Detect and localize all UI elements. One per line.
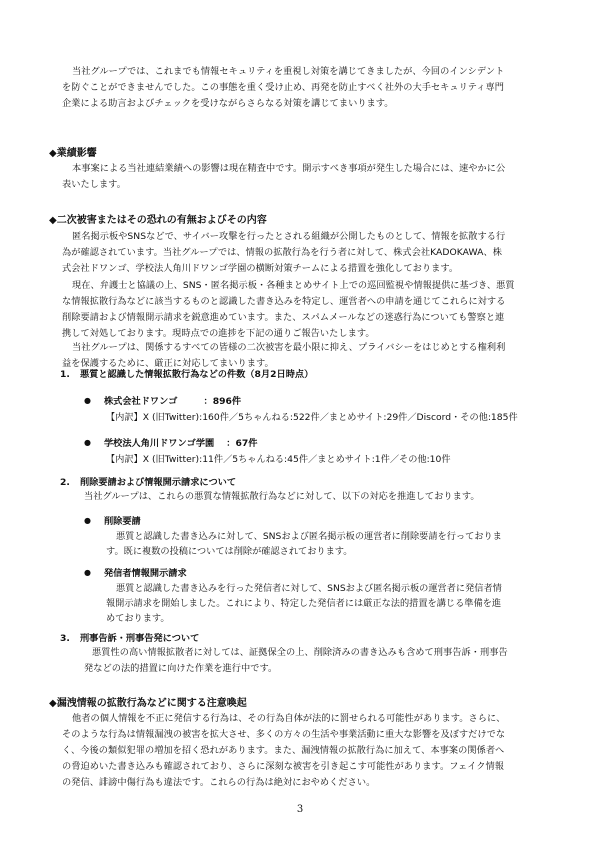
action-detail-deletion: 悪質と認識した書き込みに対して、SNSおよび匿名掲示板の運営者に削除要請を行っておりま す。既に複数の投稿については削除が確認されております。 — [106, 531, 502, 557]
section-heading-impact: ◆業績影響 — [49, 148, 97, 159]
item3-paragraph: 悪質性の高い情報拡散者に対しては、証拠保全の上、削除済みの書き込みも含めて刑事告訴・刑事告 発などの法的措置に向けた作業を進行中です。 — [84, 647, 508, 674]
item-heading-3: 3. 刑事告訴・刑事告発について — [60, 633, 200, 644]
count-detail-dwango: 【内訳】X (旧Twitter):160件／5ちゃんねる:522件／まとめサイト:29件／Discord・その他:185件 — [106, 412, 518, 423]
warning-paragraph: 他者の個人情報を不正に発信する行為は、その行為自体が法的に罰せられる可能性があります。さらに、 そのような行為は情報漏洩の被害を拡大させ、多くの方々の生活や事業活動に重大な影響を及ぼすだけでな く、今後の類似犯罪の増加を招く恐れがあります。また、漏洩情報の拡散行為に加えて、本事案の関係者へ の脅迫めいた書き込みも確認されており、さらに深刻な被害を引き起こす可能性があります。フェイク情報 の発信、誹謗中傷行為も違法です。これらの行為は絶対におやめください。 — [62, 713, 506, 788]
item2-paragraph: 当社グループは、これらの悪質な情報拡散行為などに対して、以下の対応を推進しております。 — [84, 491, 480, 502]
count-entry-gakuen: ● 学校法人角川ドワンゴ学園 ：67件 — [84, 438, 258, 449]
item-heading-1: 1. 悪質と認識した情報拡散行為などの件数（8月2日時点） — [60, 369, 314, 380]
bullet-icon: ● — [84, 516, 91, 525]
secondary-paragraph-1: 匿名掲示板やSNSなどで、サイバー攻撃を行ったとされる組織が公開したものとして、情報を拡散する行 為が確認されています。当社グループでは、情報の拡散行為を行う者に対して、株式会社KADOKAWA、株 式会社ドワンゴ、学校法人角川ドワンゴ学園の横断対策チームによる措置を強化しております。 — [62, 231, 506, 274]
intro-paragraph: 当社グループでは、これまでも情報セキュリティを重視し対策を講じてきましたが、今回のインシデント を防ぐことができませんでした。この事態を重く受け止め、再発を防止すべく社外の大手セキュリティ専門 企業による助言およびチェックを受けながらさらなる対策を講じてまいります。 — [62, 66, 505, 109]
impact-paragraph: 本事案による当社連結業績への影響は現在精査中です。開示すべき事項が発生した場合には、速やかに公 表いたします。 — [62, 163, 506, 190]
action-detail-disclosure: 悪質と認識した書き込みを行った発信者に対して、SNSおよび匿名掲示板の運営者に発信者情 報開示請求を開始しました。これにより、特定した発信者には厳正な法的措置を講じる準備を進 めております。 — [106, 583, 502, 624]
action-entry-deletion: ● 削除要請 — [84, 516, 141, 527]
count-detail-gakuen: 【内訳】X (旧Twitter):11件／5ちゃんねる:45件／まとめサイト:1件／その他:10件 — [106, 454, 451, 465]
section-heading-warning: ◆漏洩情報の拡散行為などに関する注意喚起 — [49, 698, 247, 709]
secondary-paragraph-2: 現在、弁護士と協議の上、SNS・匿名掲示板・各種まとめサイト上での巡回監視や情報提供に基づき、悪質 な情報拡散行為などに該当するものと認識した書き込みを特定し、運営者への申請を通じてこれらに対する 削除要請および情報開示請求を鋭意進めています。また、スパムメールなどの迷惑行為についても警察と連 携して対処しております。現時点での進捗を下記の通りご報告いたします。 — [62, 280, 515, 339]
item-heading-2: 2. 削除要請および情報開示請求について — [60, 477, 237, 488]
bullet-icon: ● — [84, 568, 91, 577]
section-heading-secondary: ◆二次被害またはその恐れの有無およびその内容 — [49, 215, 267, 226]
bullet-icon: ● — [84, 396, 91, 405]
bullet-icon: ● — [84, 438, 91, 447]
secondary-paragraph-3: 当社グループは、関係するすべての皆様の二次被害を最小限に抑え、プライバシーをはじめとする権利利 益を保護するために、厳正に対応してまいります。 — [62, 342, 506, 369]
page-number: 3 — [296, 804, 304, 815]
action-entry-disclosure: ● 発信者情報開示請求 — [84, 568, 187, 579]
count-entry-dwango: ● 株式会社ドワンゴ ：896件 — [84, 396, 242, 407]
